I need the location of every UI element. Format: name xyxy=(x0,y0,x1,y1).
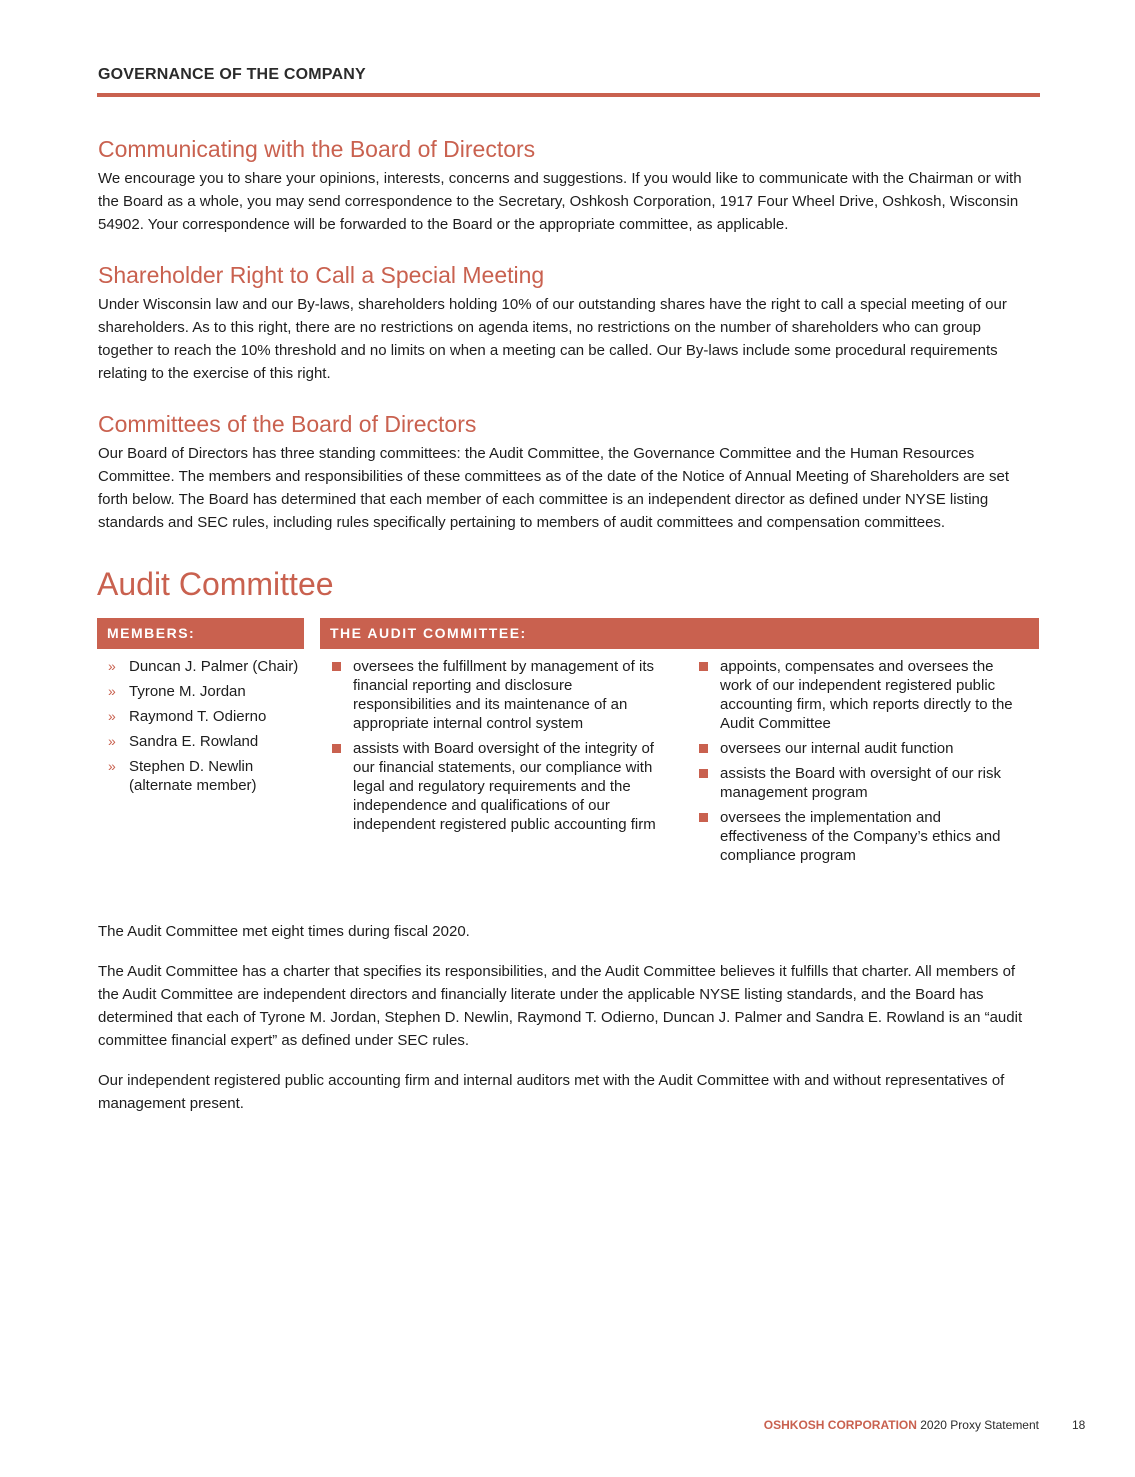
special-meeting-text: Under Wisconsin law and our By-laws, shareholders holding 10% of our outstanding shares have the right to call a special meeting of our shareholders. As to this right, there are no restrictions on agenda items, no restrictions on the number of shareholders who can group together to reach the 10% threshold and no limits on when a meeting can be called. Our By-laws include some procedural requirements relating to the exercise of this right. xyxy=(98,296,1007,382)
page-number: 18 xyxy=(1072,1418,1086,1432)
special-meeting-title: Shareholder Right to Call a Special Meeting xyxy=(98,262,545,288)
square-bullet-icon xyxy=(699,744,708,753)
chevron-right-icon: » xyxy=(108,758,116,774)
member-item: » Stephen D. Newlin (alternate member) xyxy=(108,758,257,794)
member-item: » Raymond T. Odierno xyxy=(108,708,267,725)
square-bullet-icon xyxy=(332,744,341,753)
responsibility-item: oversees the implementation and effectiveness of the Company’s ethics and compliance program xyxy=(697,808,1027,865)
communicating-section xyxy=(98,135,1040,236)
chevron-right-icon: » xyxy=(108,708,116,724)
committees-section xyxy=(98,410,1040,534)
member-item: » Tyrone M. Jordan xyxy=(108,683,246,700)
communicating-text: We encourage you to share your opinions, interests, concerns and suggestions. If you would like to communicate with the Chairman or with the Board as a whole, you may send correspondence to the Secretary, Oshkosh Corporation, 1917 Four Wheel Drive, Oshkosh, Wisconsin 54902. Your correspondence will be forwarded to the Board or the appropriate committee, as applicable. xyxy=(98,170,1022,233)
member-item: » Sandra E. Rowland xyxy=(108,733,259,750)
chevron-right-icon: » xyxy=(108,733,116,749)
special-meeting-section xyxy=(98,261,1040,385)
communicating-title: Communicating with the Board of Directors xyxy=(98,136,536,162)
responsibilities-list-right xyxy=(697,657,1027,871)
audit-meetings-paragraph: The Audit Committee met eight times during fiscal 2020. xyxy=(98,923,470,940)
square-bullet-icon xyxy=(332,662,341,671)
square-bullet-icon xyxy=(699,769,708,778)
footer-title xyxy=(764,1418,1039,1432)
responsibility-item: appoints, compensates and oversees the work of our independent registered public accounting firm, which reports directly to the Audit Committee xyxy=(697,657,1027,733)
member-item: » Duncan J. Palmer (Chair) xyxy=(108,658,299,675)
members-header: MEMBERS: xyxy=(97,618,304,649)
responsibility-item: assists the Board with oversight of our risk management program xyxy=(697,764,1027,802)
audit-auditors-paragraph: Our independent registered public accounting firm and internal auditors met with the Audit Committee with and without representatives of management present. xyxy=(98,1072,1005,1112)
chevron-right-icon: » xyxy=(108,658,116,674)
committees-text: Our Board of Directors has three standing committees: the Audit Committee, the Governance Committee and the Human Resources Committee. The members and responsibilities of these committees as of the date of the Notice of Annual Meeting of Shareholders are set forth below. The Board has determined that each member of each committee is an independent director as defined under NYSE listing standards and SEC rules, including rules specifically pertaining to members of audit committees and compensation committees. xyxy=(98,445,1010,531)
responsibilities-header: THE AUDIT COMMITTEE: xyxy=(320,618,1039,649)
audit-charter-paragraph: The Audit Committee has a charter that specifies its responsibilities, and the Audit Committee believes it fulfills that charter. All members of the Audit Committee are independent directors and financially literate under the applicable NYSE listing standards, and the Board has determined that each of Tyrone M. Jordan, Stephen D. Newlin, Raymond T. Odierno, Duncan J. Palmer and Sandra E. Rowland is an “audit committee financial expert” as defined under SEC rules. xyxy=(98,963,1023,1049)
chevron-right-icon: » xyxy=(108,683,116,699)
responsibilities-list-left xyxy=(330,657,660,840)
members-list xyxy=(98,657,304,801)
footer-company: OSHKOSH CORPORATION xyxy=(763,1418,917,1432)
responsibility-item: oversees our internal audit function xyxy=(697,739,1027,758)
square-bullet-icon xyxy=(699,813,708,822)
committees-title: Committees of the Board of Directors xyxy=(98,411,477,437)
square-bullet-icon xyxy=(699,662,708,671)
header-rule xyxy=(97,93,1040,97)
responsibility-item: oversees the fulfillment by management of its financial reporting and disclosure responsibilities and its maintenance of an appropriate internal control system xyxy=(330,657,660,733)
audit-committee-title: Audit Committee xyxy=(97,566,334,602)
responsibility-item: assists with Board oversight of the integrity of our financial statements, our compliance with legal and regulatory requirements and the independence and qualifications of our independent registered public accounting firm xyxy=(330,739,660,834)
footer-doc: 2020 Proxy Statement xyxy=(916,1418,1039,1432)
section-label: GOVERNANCE OF THE COMPANY xyxy=(98,66,366,83)
